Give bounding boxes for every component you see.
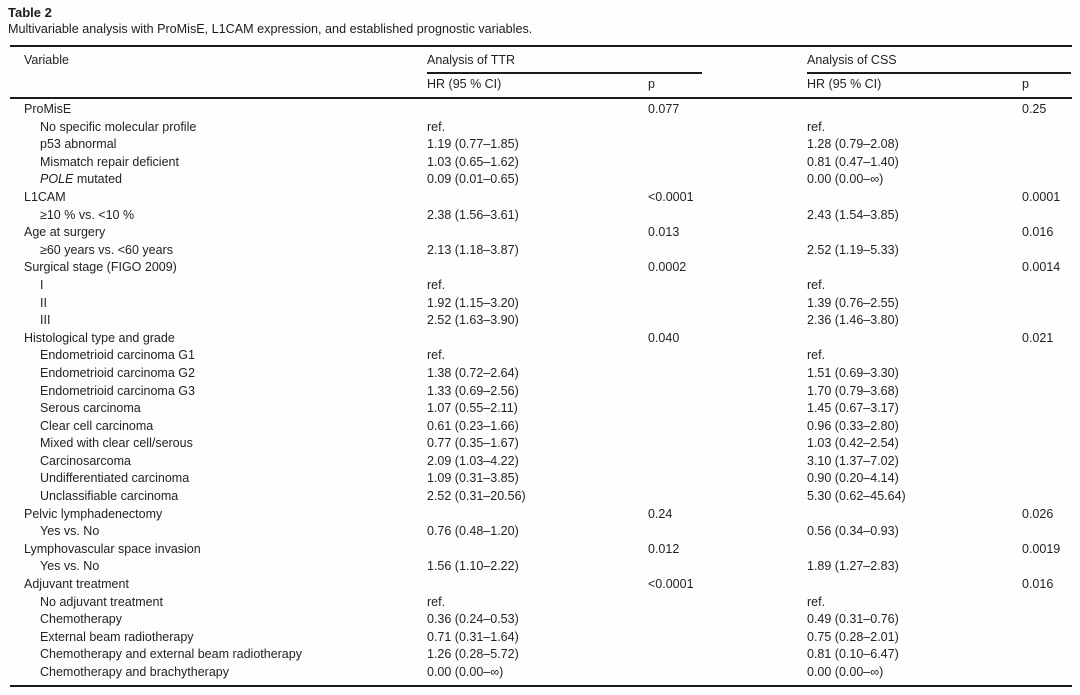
col-group-ttr (427, 53, 807, 74)
row-label: ≥60 years vs. <60 years (40, 242, 173, 257)
table-caption: Multivariable analysis with ProMisE, L1CAM expression, and established prognostic variables. (8, 22, 533, 36)
row-label: Endometrioid carcinoma G3 (40, 383, 195, 398)
cell-css-hr (807, 224, 1022, 242)
cell-css-hr (807, 330, 1022, 348)
cell-ttr-p (648, 295, 807, 313)
row-label: Endometrioid carcinoma G1 (40, 348, 195, 363)
cell-css-hr: 1.03 (0.42–2.54) (807, 436, 899, 451)
row-label: ProMisE (24, 102, 72, 116)
cell-css-hr: 1.70 (0.79–3.68) (807, 383, 899, 398)
table-row (10, 119, 1072, 137)
cell-css-p (1022, 418, 1072, 436)
cell-ttr-p (648, 453, 807, 471)
cell-css-p (1022, 470, 1072, 488)
cell-css-p: 0.0019 (1022, 541, 1061, 556)
cell-ttr-hr: 0.09 (0.01–0.65) (427, 172, 519, 187)
cell-ttr-p: <0.0001 (648, 577, 694, 592)
cell-css-hr: 1.51 (0.69–3.30) (807, 365, 899, 380)
cell-ttr-p (648, 136, 807, 154)
row-label: No adjuvant treatment (40, 594, 163, 609)
cell-ttr-p (648, 523, 807, 541)
cell-ttr-hr: 1.26 (0.28–5.72) (427, 647, 519, 662)
cell-ttr-p (648, 347, 807, 365)
table-row (10, 189, 1072, 207)
cell-css-p (1022, 453, 1072, 471)
cell-ttr-hr: 2.13 (1.18–3.87) (427, 242, 519, 257)
table-row (10, 594, 1072, 612)
table-row (10, 295, 1072, 313)
table-row (10, 611, 1072, 629)
cell-ttr-p: 0.012 (648, 541, 680, 556)
cell-css-hr: 1.89 (1.27–2.83) (807, 559, 899, 574)
row-label: Yes vs. No (40, 524, 100, 539)
cell-ttr-hr (427, 330, 648, 348)
cell-ttr-p: 0.040 (648, 330, 680, 345)
cell-ttr-hr: 2.52 (0.31–20.56) (427, 489, 526, 504)
row-label: POLE mutated (40, 172, 122, 187)
cell-css-hr: 1.39 (0.76–2.55) (807, 295, 899, 310)
table-row (10, 646, 1072, 664)
table-row (10, 224, 1072, 242)
cell-css-hr: ref. (807, 277, 826, 292)
cell-ttr-p (648, 418, 807, 436)
table-row (10, 171, 1072, 189)
cell-ttr-p: 0.013 (648, 225, 680, 240)
cell-ttr-hr (427, 506, 648, 524)
cell-css-p (1022, 365, 1072, 383)
row-label: Endometrioid carcinoma G2 (40, 365, 195, 380)
cell-ttr-p (648, 119, 807, 137)
cell-ttr-p: <0.0001 (648, 189, 694, 204)
cell-css-hr: ref. (807, 119, 826, 134)
cell-ttr-hr: ref. (427, 119, 446, 134)
cell-ttr-p: 0.077 (648, 102, 680, 116)
cell-ttr-hr: ref. (427, 277, 446, 292)
cell-ttr-hr: 2.52 (1.63–3.90) (427, 313, 519, 328)
cell-ttr-p (648, 558, 807, 576)
cell-ttr-hr: 0.77 (0.35–1.67) (427, 436, 519, 451)
cell-css-p (1022, 594, 1072, 612)
col-header-css-p: p (1022, 77, 1029, 91)
cell-css-p (1022, 523, 1072, 541)
cell-css-hr: 3.10 (1.37–7.02) (807, 453, 899, 468)
table-row (10, 400, 1072, 418)
cell-css-hr: 0.90 (0.20–4.14) (807, 471, 899, 486)
table-body (10, 99, 1072, 685)
row-label: II (40, 295, 47, 310)
cell-css-p (1022, 207, 1072, 225)
cell-css-hr: 0.00 (0.00–∞) (807, 172, 884, 187)
cell-css-p (1022, 435, 1072, 453)
row-label: Histological type and grade (24, 330, 175, 345)
table-row (10, 558, 1072, 576)
cell-ttr-hr: 1.03 (0.65–1.62) (427, 154, 519, 169)
cell-ttr-hr: 0.00 (0.00–∞) (427, 665, 504, 679)
cell-css-p: 0.0001 (1022, 189, 1061, 204)
cell-ttr-p (648, 277, 807, 295)
cell-css-hr: ref. (807, 594, 826, 609)
row-label: Mixed with clear cell/serous (40, 436, 193, 451)
col-header-ttr-p: p (648, 77, 655, 91)
cell-css-hr: 2.43 (1.54–3.85) (807, 207, 899, 222)
row-label: III (40, 313, 51, 328)
cell-ttr-p (648, 400, 807, 418)
cell-css-p (1022, 136, 1072, 154)
table-row (10, 312, 1072, 330)
col-header-variable: Variable (24, 53, 69, 67)
cell-css-p (1022, 312, 1072, 330)
cell-ttr-p (648, 383, 807, 401)
table-row (10, 523, 1072, 541)
table-row (10, 259, 1072, 277)
cell-css-hr (807, 576, 1022, 594)
cell-css-hr (807, 541, 1022, 559)
col-header-css-hr: HR (95 % CI) (807, 77, 882, 91)
cell-ttr-hr (427, 224, 648, 242)
cell-ttr-hr (427, 541, 648, 559)
cell-css-hr: 2.36 (1.46–3.80) (807, 313, 899, 328)
table-row (10, 470, 1072, 488)
table-row (10, 330, 1072, 348)
row-label: I (40, 277, 44, 292)
data-table (10, 45, 1072, 687)
row-label: Serous carcinoma (40, 401, 141, 416)
cell-ttr-p: 0.24 (648, 506, 673, 521)
table-row (10, 435, 1072, 453)
cell-ttr-hr: 1.19 (0.77–1.85) (427, 137, 519, 152)
cell-css-p (1022, 171, 1072, 189)
table-row (10, 576, 1072, 594)
cell-ttr-p: 0.0002 (648, 260, 687, 275)
cell-ttr-hr: ref. (427, 348, 446, 363)
cell-ttr-p (648, 242, 807, 260)
row-label: Clear cell carcinoma (40, 418, 154, 433)
cell-css-hr (807, 259, 1022, 277)
cell-css-hr (807, 506, 1022, 524)
table-row (10, 541, 1072, 559)
table-row (10, 347, 1072, 365)
row-label: No specific molecular profile (40, 119, 197, 134)
cell-ttr-hr (427, 259, 648, 277)
cell-ttr-p (648, 646, 807, 664)
cell-ttr-p (648, 629, 807, 647)
cell-css-p (1022, 664, 1072, 682)
cell-css-p: 0.0014 (1022, 260, 1061, 275)
col-group-css-label: Analysis of CSS (807, 53, 897, 67)
table-row (10, 418, 1072, 436)
cell-ttr-hr (427, 189, 648, 207)
row-label: ≥10 % vs. <10 % (40, 207, 135, 222)
table-row (10, 383, 1072, 401)
table-row (10, 365, 1072, 383)
cell-ttr-p (648, 611, 807, 629)
cell-ttr-hr: 1.92 (1.15–3.20) (427, 295, 519, 310)
cell-css-hr (807, 101, 1022, 119)
row-label: Pelvic lymphadenectomy (24, 506, 163, 521)
cell-ttr-hr: 0.71 (0.31–1.64) (427, 629, 519, 644)
cell-css-hr: 1.45 (0.67–3.17) (807, 401, 899, 416)
row-label: Chemotherapy and brachytherapy (40, 665, 230, 679)
cell-ttr-hr: 2.09 (1.03–4.22) (427, 453, 519, 468)
cell-ttr-p (648, 312, 807, 330)
cell-ttr-hr (427, 576, 648, 594)
table-header (10, 47, 1072, 99)
cell-css-p (1022, 558, 1072, 576)
cell-ttr-hr: 1.07 (0.55–2.11) (427, 401, 518, 416)
row-label: Adjuvant treatment (24, 577, 129, 592)
cell-css-p (1022, 347, 1072, 365)
cell-css-hr: ref. (807, 348, 826, 363)
cell-ttr-p (648, 594, 807, 612)
header-subcolumn-row (10, 74, 1072, 97)
cell-css-p (1022, 154, 1072, 172)
table-row (10, 629, 1072, 647)
header-group-row (10, 47, 1072, 74)
cell-ttr-hr: ref. (427, 594, 446, 609)
row-label: Carcinosarcoma (40, 453, 132, 468)
cell-ttr-p (648, 207, 807, 225)
table-row (10, 101, 1072, 119)
row-label: External beam radiotherapy (40, 629, 194, 644)
row-label: Surgical stage (FIGO 2009) (24, 260, 177, 275)
cell-css-p (1022, 611, 1072, 629)
cell-css-p (1022, 629, 1072, 647)
row-label: Unclassifiable carcinoma (40, 489, 179, 504)
table-row (10, 506, 1072, 524)
cell-css-p (1022, 383, 1072, 401)
cell-css-p: 0.026 (1022, 506, 1054, 521)
cell-ttr-hr: 1.33 (0.69–2.56) (427, 383, 519, 398)
cell-ttr-hr: 0.36 (0.24–0.53) (427, 612, 519, 627)
row-label: Age at surgery (24, 225, 106, 240)
row-label: Chemotherapy and external beam radiotherapy (40, 647, 302, 662)
cell-css-p: 0.016 (1022, 225, 1054, 240)
table-row (10, 242, 1072, 260)
cell-css-p: 0.016 (1022, 577, 1054, 592)
cell-ttr-hr: 1.09 (0.31–3.85) (427, 471, 519, 486)
table-row (10, 277, 1072, 295)
cell-css-p (1022, 119, 1072, 137)
cell-css-p: 0.25 (1022, 102, 1047, 116)
col-header-spacer (10, 74, 427, 97)
col-group-css (807, 53, 1072, 74)
cell-css-p (1022, 488, 1072, 506)
table-title: Table 2 (8, 5, 52, 20)
cell-ttr-p (648, 488, 807, 506)
table-row (10, 154, 1072, 172)
row-label: Undifferentiated carcinoma (40, 471, 190, 486)
row-label: Yes vs. No (40, 559, 100, 574)
cell-css-p (1022, 277, 1072, 295)
cell-ttr-hr (427, 101, 648, 119)
cell-css-p (1022, 400, 1072, 418)
cell-css-hr: 0.00 (0.00–∞) (807, 665, 884, 679)
cell-css-hr: 5.30 (0.62–45.64) (807, 489, 906, 504)
cell-ttr-p (648, 664, 807, 682)
table-row (10, 136, 1072, 154)
cell-css-hr: 0.81 (0.47–1.40) (807, 154, 899, 169)
row-label: L1CAM (24, 189, 66, 204)
table-row (10, 453, 1072, 471)
cell-ttr-hr: 0.61 (0.23–1.66) (427, 418, 519, 433)
cell-ttr-p (648, 171, 807, 189)
cell-css-p: 0.021 (1022, 330, 1054, 345)
cell-css-hr: 1.28 (0.79–2.08) (807, 137, 899, 152)
cell-ttr-p (648, 470, 807, 488)
table-row (10, 207, 1072, 225)
cell-css-p (1022, 295, 1072, 313)
cell-ttr-p (648, 154, 807, 172)
cell-css-hr: 0.56 (0.34–0.93) (807, 524, 899, 539)
table-row (10, 664, 1072, 682)
row-label: p53 abnormal (40, 137, 117, 152)
row-label: Lymphovascular space invasion (24, 541, 201, 556)
cell-css-hr: 0.96 (0.33–2.80) (807, 418, 899, 433)
cell-css-hr: 0.75 (0.28–2.01) (807, 629, 899, 644)
cell-ttr-hr: 1.38 (0.72–2.64) (427, 365, 519, 380)
cell-ttr-hr: 0.76 (0.48–1.20) (427, 524, 519, 539)
cell-ttr-p (648, 365, 807, 383)
cell-css-hr (807, 189, 1022, 207)
cell-css-p (1022, 242, 1072, 260)
cell-ttr-p (648, 435, 807, 453)
cell-ttr-hr: 2.38 (1.56–3.61) (427, 207, 519, 222)
col-header-ttr-hr: HR (95 % CI) (427, 77, 502, 91)
table-row (10, 488, 1072, 506)
cell-ttr-hr: 1.56 (1.10–2.22) (427, 559, 519, 574)
cell-css-p (1022, 646, 1072, 664)
cell-css-hr: 0.81 (0.10–6.47) (807, 647, 899, 662)
cell-css-hr: 2.52 (1.19–5.33) (807, 242, 899, 257)
row-label: Mismatch repair deficient (40, 154, 179, 169)
cell-css-hr: 0.49 (0.31–0.76) (807, 612, 899, 627)
row-label: Chemotherapy (40, 612, 122, 627)
col-group-ttr-label: Analysis of TTR (427, 53, 515, 67)
